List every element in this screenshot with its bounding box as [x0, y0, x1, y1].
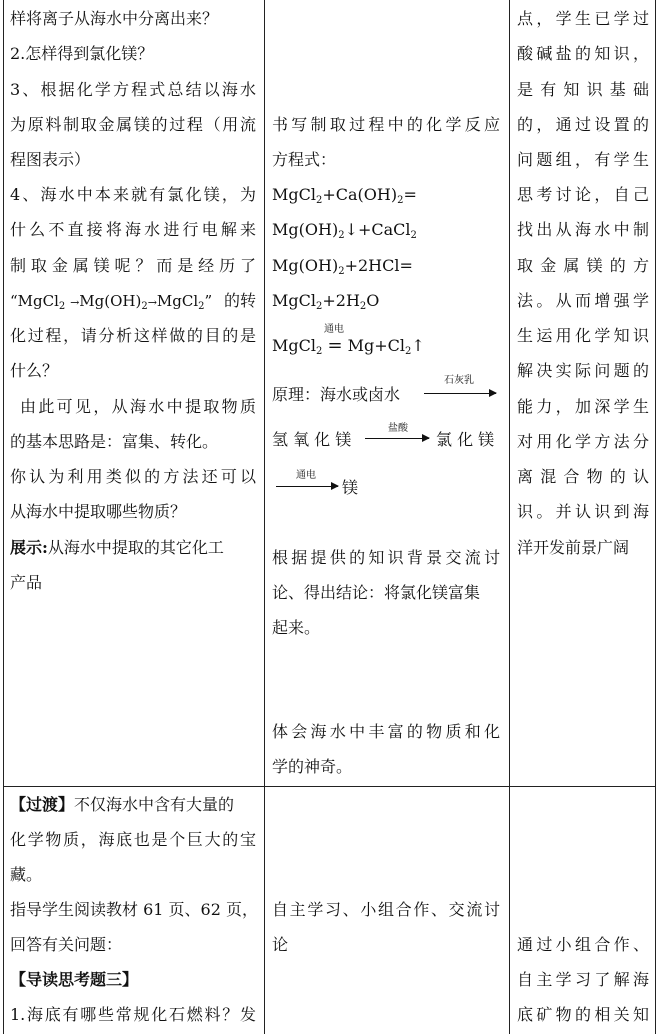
electrolysis-condition: 通电	[324, 324, 344, 335]
question-line: 什么不直接将海水进行电解来	[10, 220, 256, 239]
equation-1b: $Mg(OH)_2↓+CaCl_2$	[272, 220, 417, 241]
intent-line: 通过小组合作、	[517, 935, 649, 954]
question-line: 3、根据化学方程式总结以海水	[10, 80, 256, 99]
transition-line: 藏。	[10, 865, 43, 884]
transition-line	[10, 795, 234, 815]
intent-line: 点，学生已学过	[517, 9, 649, 28]
intent-line: 离 混 合 物 的 认	[517, 467, 649, 486]
experience-line: 体会海水中丰富的物质和化	[272, 722, 500, 741]
question-line: 你认为利用类似的方法还可以	[10, 467, 256, 486]
conclusion-line: 论、得出结论：将氯化镁富集	[272, 583, 481, 602]
question-line: 的转	[224, 291, 257, 310]
table-border-right	[655, 0, 656, 1034]
question-line: 2.怎样得到氯化镁？	[10, 44, 154, 63]
mg-chloride-label: 氯 化 镁	[436, 430, 495, 449]
question-line: 为原料制取金属镁的过程（用流	[10, 115, 256, 134]
question-line: 化过程，请分析这样做的目的是	[10, 326, 256, 345]
summary-line: 由此可见，从海水中提取物质	[20, 397, 256, 416]
intent-line: 能力，加深学生	[517, 397, 649, 416]
arrow-icon	[276, 486, 338, 487]
question-line: 什么？	[10, 361, 59, 380]
intent-line: 问题组，有学生	[517, 150, 649, 169]
student-line: 论	[272, 935, 289, 954]
row-divider	[3, 786, 656, 787]
conclusion-line: 根据提供的知识背景交流讨	[272, 548, 500, 567]
student-line: 自主学习、小组合作、交流讨	[272, 900, 500, 919]
electrolysis-label: 通电	[296, 470, 316, 481]
intent-line: 法。从而增强学	[517, 291, 649, 310]
guide-line: 指导学生阅读教材 61 页、62 页，	[10, 900, 258, 919]
equation-2a: $Mg(OH)_2+2HCl=$	[272, 256, 413, 277]
equation-2b: $MgCl_2+2H_2O$	[272, 291, 380, 312]
transition-text: 不仅海水中含有大量的	[74, 795, 235, 814]
intent-line: 底矿物的相关知	[517, 1005, 649, 1024]
question-line: 4、海水中本来就有氯化镁，为	[10, 185, 256, 204]
intent-line: 思考讨论，自己	[517, 185, 649, 204]
intent-line: 是 有 知 识 基 础	[517, 80, 649, 99]
student-line: 方程式：	[272, 150, 337, 169]
intent-line: 识。并认识到海	[517, 502, 649, 521]
intent-line: 找出从海水中制	[517, 220, 649, 239]
question-line: 程图表示）	[10, 150, 91, 169]
transition-label: 【过渡】	[10, 795, 75, 814]
equation-3: MgCl$_2$ = $Mg+Cl_2↑$	[272, 335, 425, 357]
transition-line: 化学物质，海底也是个巨大的宝	[10, 830, 256, 849]
question-line: 制取金属镁呢？而是经历了	[10, 256, 256, 275]
conclusion-line: 起来。	[272, 618, 321, 637]
reagent-hcl: 盐酸	[388, 423, 408, 434]
principle-label: 原理：海水或卤水	[272, 385, 401, 404]
reagent-lime: 石灰乳	[444, 375, 474, 386]
guide-title: 【导读思考题三】	[10, 970, 139, 989]
show-line: 产品	[10, 573, 43, 592]
student-line: 书写制取过程中的化学反应	[272, 115, 500, 134]
intent-line: 对用化学方法分	[517, 432, 649, 451]
column-divider-1	[264, 0, 265, 1034]
mg-hydroxide-label: 氢 氧 化 镁	[272, 430, 352, 449]
conversion-formula: “MgCl$_2$ $\to Mg(OH)_2\to MgCl_2$”	[10, 292, 213, 312]
experience-line: 学的神奇。	[272, 757, 353, 776]
intent-line: 生运用化学知识	[517, 326, 649, 345]
show-label: 展示:	[10, 538, 48, 557]
guide-line: 回答有关问题：	[10, 935, 123, 954]
arrow-icon	[365, 438, 429, 439]
intent-line: 的，通过设置的	[517, 115, 649, 134]
intent-line: 自主学习了解海	[517, 970, 649, 989]
magnesium-label: 镁	[342, 478, 359, 497]
intent-line: 取 金 属 镁 的 方	[517, 256, 649, 275]
intent-line: 洋开发前景广阔	[517, 538, 630, 557]
table-border-left	[3, 0, 4, 1034]
summary-line: 的基本思路是：富集、转化。	[10, 432, 219, 451]
show-line	[10, 538, 224, 558]
intent-line: 解决实际问题的	[517, 361, 649, 380]
column-divider-2	[509, 0, 510, 1034]
arrow-icon	[424, 393, 496, 394]
question-line: 样将离子从海水中分离出来？	[10, 9, 219, 28]
guide-line: 1.海底有哪些常规化石燃料？发	[10, 1005, 256, 1024]
intent-line: 酸碱盐的知识，	[517, 44, 649, 63]
equation-1a: $MgCl_2+Ca(OH)_2=$	[272, 185, 417, 206]
question-line: 从海水中提取哪些物质？	[10, 502, 187, 521]
show-text: 从海水中提取的其它化工	[47, 538, 224, 557]
